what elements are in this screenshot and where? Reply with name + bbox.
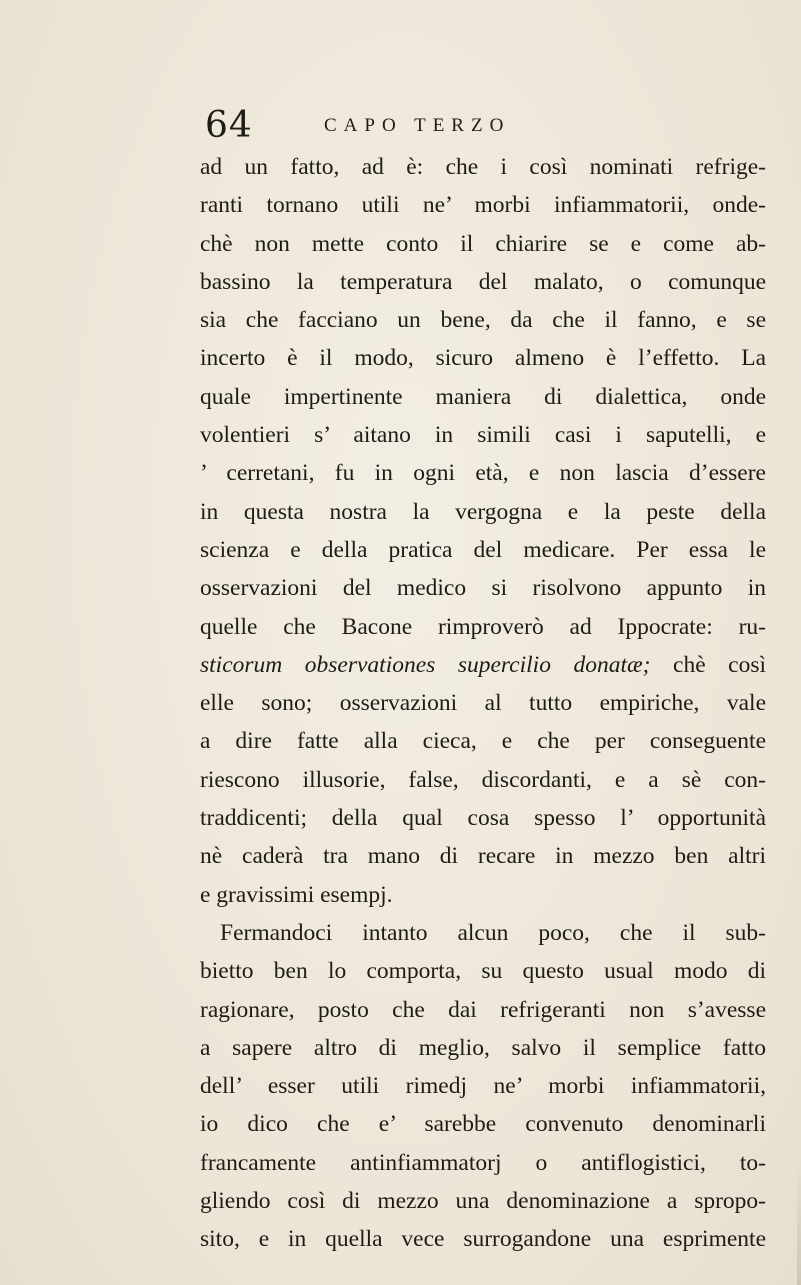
text-line-content: ’ cerretani, fu in ogni età, e non lascia d’essere [200,460,766,487]
text-line [200,837,766,875]
text-line [200,454,766,492]
text-line-content: elle sono; osservazioni al tutto empiriche, vale [200,690,766,717]
body-text [200,148,766,1259]
text-line-content: chè così [650,651,767,678]
text-line-content: a dire fatte alla cieca, e che per conseguente [200,728,766,755]
text-line-content: riescono illusorie, false, discordanti, e a sè con- [200,766,766,793]
page-edge-shadow [797,1150,801,1285]
text-line [200,1144,766,1182]
text-line [200,608,766,646]
text-line [200,1182,766,1220]
text-line-content: volentieri s’ aitano in simili casi i saputelli, e [200,422,766,449]
text-line-content: a sapere altro di meglio, salvo il semplice fatto [200,1034,766,1061]
text-line-content: bassino la temperatura del malato, o comunque [200,268,766,295]
text-line [200,569,766,607]
text-line [200,1067,766,1105]
text-line-content: in questa nostra la vergogna e la peste della [200,498,766,525]
text-line [200,876,766,914]
text-line [200,761,766,799]
text-line [200,646,766,684]
text-line-content: chè non mette conto il chiarire se e come ab- [200,230,766,257]
text-line-content: io dico che e’ sarebbe convenuto denominarli [200,1111,766,1138]
text-line [200,186,766,224]
text-line-content: bietto ben lo comporta, su questo usual modo di [200,958,766,985]
text-line [200,1105,766,1143]
text-line-content: osservazioni del medico si risolvono appunto in [200,575,766,602]
text-line [200,531,766,569]
text-line [200,301,766,339]
text-line-content: ad un fatto, ad è: che i così nominati refrige- [200,154,766,180]
text-line [200,952,766,990]
text-line [200,991,766,1029]
text-line [200,148,766,186]
text-line-content: scienza e della pratica del medicare. Per essa le [200,536,766,563]
text-line-content: Fermandoci intanto alcun poco, che il sub- [220,919,766,946]
running-head: CAPO TERZO [324,115,511,136]
text-line [200,1029,766,1067]
page-number: 64 [205,105,253,146]
text-line-content: traddicenti; della qual cosa spesso l’ opportunità [200,805,766,832]
text-line-content: francamente antinfiammatorj o antiflogistici, to- [200,1149,766,1176]
text-line-content: sito, e in quella vece surrogandone una esprimente [200,1226,766,1253]
text-line-content: e gravissimi esempj. [200,881,393,908]
text-line-content: quale impertinente maniera di dialettica, onde [200,383,766,410]
text-line [200,263,766,301]
italic-quotation: sticorum observationes supercilio donatæ; [200,651,651,678]
text-line-content: ranti tornano utili ne’ morbi infiammatorii, onde- [200,192,766,219]
text-line [200,225,766,263]
text-line-content: nè caderà tra mano di recare in mezzo ben altri [200,843,766,870]
text-line-content: dell’ esser utili rimedj ne’ morbi infiammatorii, [200,1073,766,1100]
text-line-content: sia che facciano un bene, da che il fanno, e se [200,307,766,334]
text-line-content: ragionare, posto che dai refrigeranti non s’avesse [200,996,766,1023]
text-line [200,493,766,531]
page-header [0,106,801,146]
text-line [200,722,766,760]
text-line [200,1220,766,1258]
text-line [200,378,766,416]
text-line-content: incerto è il modo, sicuro almeno è l’effetto. La [200,345,766,372]
text-line [200,416,766,454]
text-line [200,914,766,952]
text-line [200,684,766,722]
text-line-content: quelle che Bacone rimproverò ad Ippocrate: ru- [200,613,766,640]
text-line-content: gliendo così di mezzo una denominazione a spropo- [200,1188,766,1215]
text-line [200,799,766,837]
text-line [200,339,766,377]
